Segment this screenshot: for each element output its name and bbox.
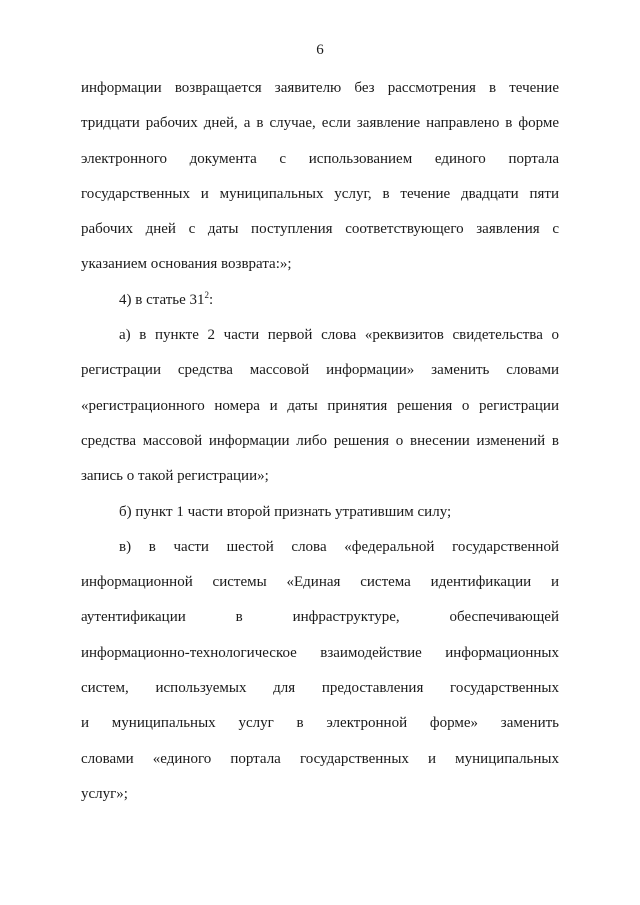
text-line <box>81 283 559 318</box>
text-line-content: информации возвращается заявителю без рассмотрения в течение <box>81 80 559 96</box>
text-line <box>81 530 559 565</box>
page-number: 6 <box>316 42 324 58</box>
text-line <box>81 600 559 635</box>
text-line-content: государственных и муниципальных услуг, в течение двадцати пяти <box>81 185 559 202</box>
text-line-content: а) в пункте 2 части первой слова «реквизитов свидетельства о <box>119 327 559 344</box>
text-line-content: регистрации средства массовой информации» заменить словами <box>81 362 559 379</box>
text-line-content: систем, используемых для предоставления государственных <box>81 680 559 697</box>
text-line-suffix: : <box>209 291 214 308</box>
text-line <box>81 459 559 494</box>
text-line-content: средства массовой информации либо решения о внесении изменений в <box>81 432 559 449</box>
text-line-content: запись о такой регистрации»; <box>81 468 269 485</box>
text-line-content: б) пункт 1 части второй признать утратившим силу; <box>119 503 452 520</box>
text-line <box>81 742 559 777</box>
text-line <box>81 389 559 424</box>
text-line <box>81 777 559 812</box>
text-line-content: рабочих дней с даты поступления соответствующего заявления с <box>81 221 559 238</box>
text-line <box>81 318 559 353</box>
text-line <box>81 706 559 741</box>
text-line-content: указанием основания возврата:»; <box>81 256 292 273</box>
text-line <box>81 495 559 530</box>
text-line-content: услуг»; <box>81 785 128 802</box>
text-line-content: электронного документа с использованием единого портала <box>81 150 559 167</box>
text-line <box>81 177 559 212</box>
text-line <box>81 671 559 706</box>
text-line-content: информационно-технологическое взаимодействие информационных <box>81 644 559 661</box>
text-line <box>81 565 559 600</box>
text-line-content: 4) в статье 31 <box>119 291 205 308</box>
text-line-content: аутентификации в инфраструктуре, обеспечивающей <box>81 609 559 626</box>
text-line-content: «регистрационного номера и даты принятия решения о регистрации <box>81 397 559 414</box>
text-line <box>81 424 559 459</box>
superscript: 2 <box>204 289 210 300</box>
text-line-content: информационной системы «Единая система идентификации и <box>81 574 559 591</box>
text-line <box>81 71 559 106</box>
text-line <box>81 353 559 388</box>
text-line <box>81 247 559 282</box>
text-line-content: в) в части шестой слова «федеральной государственной <box>119 538 559 555</box>
document-body <box>81 71 559 812</box>
text-line <box>81 636 559 671</box>
text-line <box>81 106 559 141</box>
text-line-content: тридцати рабочих дней, а в случае, если заявление направлено в форме <box>81 115 559 132</box>
text-line <box>81 142 559 177</box>
text-line-content: и муниципальных услуг в электронной форме» заменить <box>81 715 559 732</box>
text-line-content: словами «единого портала государственных и муниципальных <box>81 750 559 767</box>
text-line <box>81 212 559 247</box>
